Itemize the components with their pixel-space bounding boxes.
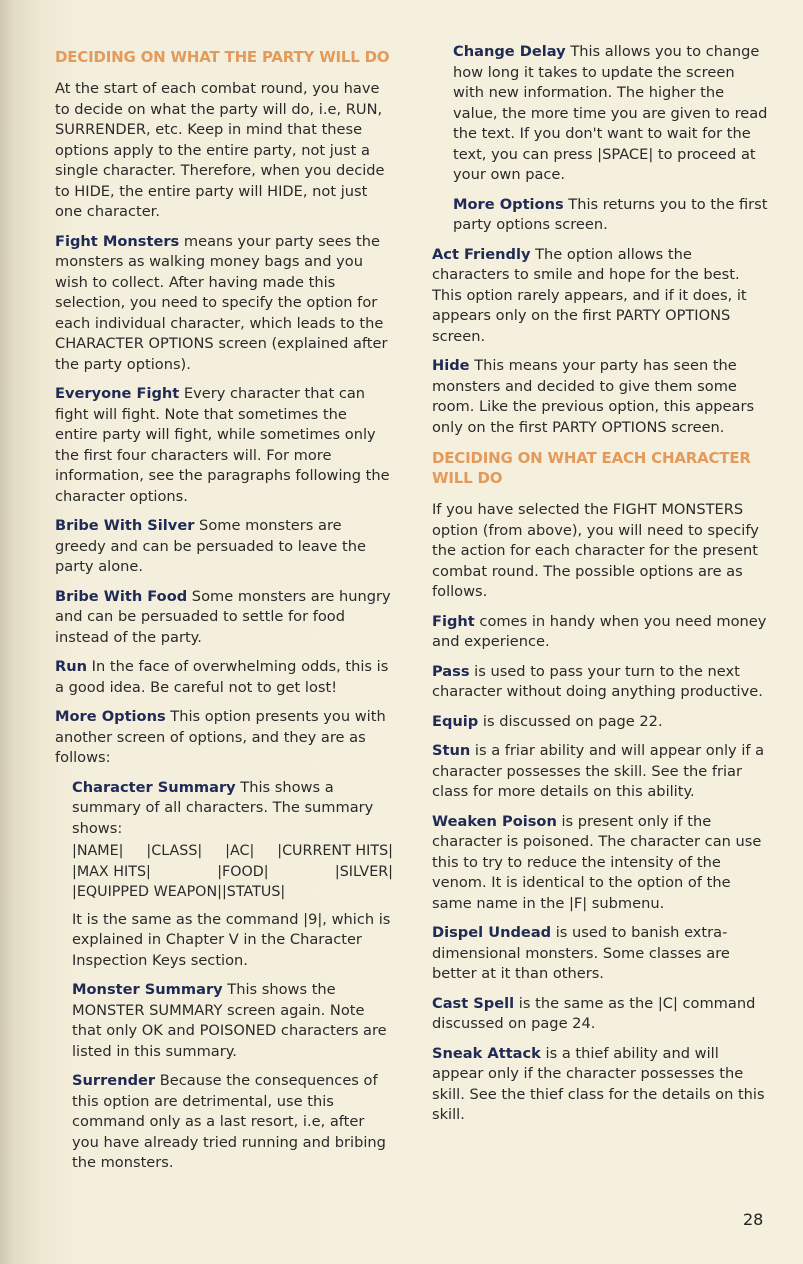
option-more-options <box>55 707 393 769</box>
option-term: Pass <box>432 662 470 680</box>
option-text: is discussed on page 22. <box>478 712 663 730</box>
option-weaken-poison <box>432 812 770 915</box>
option-stun <box>432 741 770 803</box>
summary-field: |SILVER| <box>334 863 393 880</box>
option-text: is present only if the character is poisoned. The character can use this to try to reduce the intensity of the venom. It is identical to the option of the same name in the |F| submenu. <box>432 812 762 912</box>
section-heading-party: DECIDING ON WHAT THE PARTY WILL DO <box>55 48 390 66</box>
option-text: This allows you to change how long it takes to update the screen with new information. The higher the value, the more time you are given to read the text. If you don't want to wait for the text, you can press |SPACE| to proceed at your own pace. <box>453 43 768 183</box>
option-term: Fight <box>432 612 475 630</box>
summary-field: |CURRENT HITS| <box>277 843 393 859</box>
summary-field: |NAME| <box>72 843 124 859</box>
option-term: Fight Monsters <box>55 232 180 250</box>
option-text: comes in handy when you need money and experience. <box>432 612 767 650</box>
option-term: Sneak Attack <box>432 1044 541 1062</box>
summary-note: It is the same as the command |9|, which is explained in Chapter V in the Character Inspection Keys section. <box>72 910 391 969</box>
summary-fields-row <box>72 841 393 862</box>
option-text: This returns you to the first party options screen. <box>453 195 768 233</box>
option-text: is a thief ability and will appear only if the character possesses the skill. See the thief class for the details on this skill. <box>432 1044 765 1123</box>
option-bribe-silver <box>55 516 393 578</box>
option-text: Some monsters are hungry and can be persuaded to settle for food instead of the party. <box>55 587 391 646</box>
option-text: is a friar ability and will appear only if a character possesses the skill. See the friar class for more details on this ability. <box>432 742 765 800</box>
summary-fields <box>72 841 393 903</box>
option-term: Surrender <box>72 1072 156 1089</box>
option-dispel-undead <box>432 923 770 985</box>
option-character-summary <box>72 778 393 840</box>
option-text: This shows a summary of all characters. The summary shows: <box>72 778 374 837</box>
option-fight-monsters <box>55 232 393 376</box>
option-pass <box>432 662 770 703</box>
left-column <box>55 42 393 1183</box>
party-intro: At the start of each combat round, you have to decide on what the party will do, i.e, RUN, SURRENDER, etc. Keep in mind that these options apply to the entire party, not just a single character. Therefore, when you decide to HIDE, the entire party will HIDE, not just one character. <box>55 80 385 220</box>
option-term: Cast Spell <box>432 994 515 1012</box>
option-text: This means your party has seen the monsters and decided to give them some room. Like the previous option, this appears only on the first PARTY OPTIONS screen. <box>432 357 755 436</box>
summary-field: |EQUIPPED WEAPON| <box>72 884 222 900</box>
option-term: Dispel Undead <box>432 924 552 941</box>
option-text: Every character that can fight will fight. Note that sometimes the entire party will fight, while sometimes only the first four characters will. For more information, see the paragraphs following the character options. <box>55 385 390 505</box>
option-surrender <box>72 1071 393 1174</box>
summary-field: |CLASS| <box>146 843 203 859</box>
option-run <box>55 657 393 698</box>
option-sneak-attack <box>432 1044 770 1126</box>
summary-field: |AC| <box>225 843 255 859</box>
option-term: Stun <box>432 742 471 759</box>
option-term: Bribe With Food <box>55 587 188 605</box>
option-text: means your party sees the monsters as walking money bags and you wish to collect. After having made this selection, you need to specify the option for each individual character, which leads to the CHARACTER OPTIONS screen (explained after the party options). <box>55 232 388 373</box>
option-term: More Options <box>55 708 166 725</box>
summary-field: |STATUS| <box>221 884 286 900</box>
option-cast-spell <box>432 994 770 1035</box>
option-text: This shows the MONSTER SUMMARY screen again. Note that only OK and POISONED characters are listed in this summary. <box>72 981 387 1060</box>
option-everyone-fight <box>55 384 393 507</box>
option-term: Hide <box>432 357 470 374</box>
option-fight <box>432 612 770 653</box>
option-term: More Options <box>453 195 564 213</box>
option-term: Monster Summary <box>72 981 223 998</box>
option-text: In the face of overwhelming odds, this is a good idea. Be careful not to get lost! <box>55 658 389 696</box>
option-text: is used to pass your turn to the next character without doing anything productive. <box>432 662 763 700</box>
option-term: Change Delay <box>453 43 566 60</box>
option-equip <box>432 712 770 733</box>
option-text: The option allows the characters to smile and hope for the best. This option rarely appears, and if it does, it appears only on the first PARTY OPTIONS screen. <box>432 245 747 345</box>
option-text: Some monsters are greedy and can be persuaded to leave the party alone. <box>55 517 366 575</box>
option-text: is used to banish extra-dimensional monsters. Some classes are better at it than others. <box>432 924 730 982</box>
option-term: Character Summary <box>72 778 236 796</box>
option-change-delay <box>453 42 770 186</box>
option-term: Bribe With Silver <box>55 517 195 534</box>
option-term: Act Friendly <box>432 245 531 263</box>
option-text: This option presents you with another screen of options, and they are as follows: <box>55 708 386 766</box>
character-intro: If you have selected the FIGHT MONSTERS option (from above), you will need to specify the action for each character for the present combat round. The possible options are as follows. <box>432 501 759 600</box>
option-term: Everyone Fight <box>55 385 180 402</box>
more-options-continued <box>453 42 770 236</box>
option-term: Weaken Poison <box>432 812 557 830</box>
option-text: Because the consequences of this option are detrimental, use this command only as a last resort, i.e, after you have already tried running and bribing the monsters. <box>72 1072 386 1171</box>
more-options-list <box>72 778 393 1174</box>
page-number: 28 <box>743 1210 764 1229</box>
summary-fields-row <box>72 882 393 903</box>
option-term: Run <box>55 658 88 675</box>
option-term: Equip <box>432 712 479 730</box>
option-bribe-food <box>55 587 393 649</box>
summary-field: |FOOD| <box>217 863 269 880</box>
option-hide <box>432 356 770 438</box>
option-text: is the same as the |C| command discussed on page 24. <box>432 994 756 1032</box>
option-monster-summary <box>72 980 393 1062</box>
section-heading-character: DECIDING ON WHAT EACH CHARACTER WILL DO <box>432 449 751 487</box>
summary-field: |MAX HITS| <box>72 863 151 880</box>
option-more-options-return <box>453 195 770 236</box>
summary-fields-row <box>72 862 393 883</box>
option-act-friendly <box>432 245 770 348</box>
right-column <box>432 42 770 1135</box>
